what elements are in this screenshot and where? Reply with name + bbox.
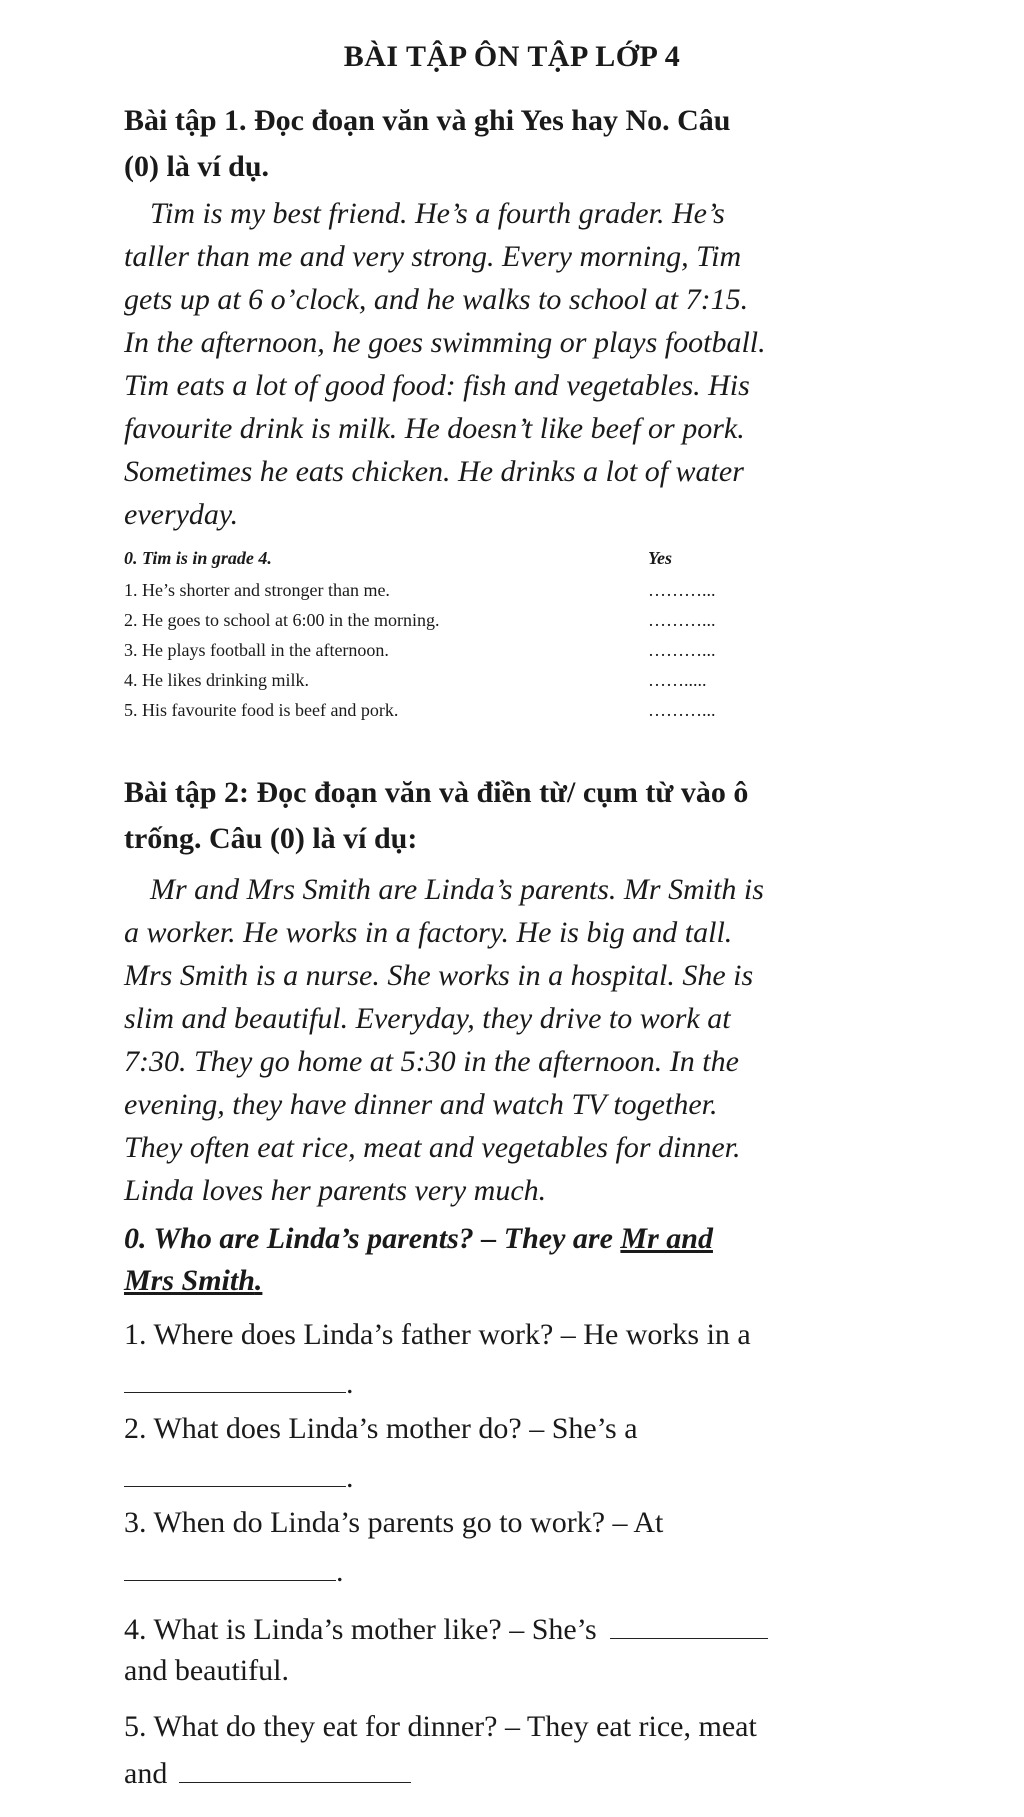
passage-line: favourite drink is milk. He doesn’t like beef or pork. [124,412,745,445]
answer-blank[interactable] [124,1554,336,1581]
question-1-answer [124,1366,354,1401]
answer-blank[interactable] [124,1460,346,1487]
question-5-cont [124,1756,411,1791]
sentence-end: . [346,1461,354,1494]
answer-blank[interactable] [179,1756,411,1783]
exercise1-passage [124,192,924,536]
question-1: 1. Where does Linda’s father work? – He works in a [124,1318,751,1351]
question-3-answer [124,1554,344,1589]
example-answer-part2: Mrs Smith [124,1264,255,1297]
passage-line: evening, they have dinner and watch TV together. [124,1088,718,1121]
passage-line: Tim is my best friend. He’s a fourth grader. He’s [150,197,725,230]
answer-blank[interactable] [124,1366,346,1393]
passage-line: Mrs Smith is a nurse. She works in a hospital. She is [124,959,754,992]
statement-text: 2. He goes to school at 6:00 in the morning. [124,610,440,630]
question-4 [124,1612,768,1647]
passage-line: 7:30. They go home at 5:30 in the afternoon. In the [124,1045,739,1078]
example-question-cont [124,1264,262,1298]
question-4-text: 4. What is Linda’s mother like? – She’s [124,1613,597,1646]
statement-row [124,670,744,700]
example-question [124,1222,713,1256]
page-title: BÀI TẬP ÔN TẬP LỚP 4 [343,40,681,73]
question-2: 2. What does Linda’s mother do? – She’s a [124,1412,638,1445]
example-question-text: 0. Who are Linda’s parents? – They are [124,1222,621,1255]
sentence-end: . [346,1367,354,1400]
passage-line: gets up at 6 o’clock, and he walks to school at 7:15. [124,283,749,316]
statement-text: 4. He likes drinking milk. [124,670,309,690]
answer-blank[interactable]: ……..... [648,670,707,690]
answer-blank[interactable]: ………... [648,640,716,660]
question-5: 5. What do they eat for dinner? – They eat rice, meat [124,1710,757,1743]
passage-line: slim and beautiful. Everyday, they drive to work at [124,1002,731,1035]
question-3: 3. When do Linda’s parents go to work? – At [124,1506,664,1539]
answer-blank[interactable]: ………... [648,700,716,720]
exercise2-heading-line2: trống. Câu (0) là ví dụ: [124,822,418,855]
statement-text: 0. Tim is in grade 4. [124,548,272,568]
exercise2-heading-line1: Bài tập 2: Đọc đoạn văn và điền từ/ cụm từ vào ô [124,776,749,809]
statement-row [124,580,744,610]
statement-text: 3. He plays football in the afternoon. [124,640,389,660]
passage-line: everyday. [124,498,239,531]
example-answer-end: . [254,1264,263,1297]
statement-row [124,640,744,670]
question-4-cont: and beautiful. [124,1654,289,1687]
exercise2-heading [124,770,904,862]
passage-line: a worker. He works in a factory. He is big and tall. [124,916,733,949]
exercise1-heading [124,98,904,190]
statement-text: 5. His favourite food is beef and pork. [124,700,399,720]
question-5-cont-text: and [124,1757,168,1790]
passage-line: They often eat rice, meat and vegetables for dinner. [124,1131,741,1164]
statement-text: 1. He’s shorter and stronger than me. [124,580,390,600]
answer-blank[interactable]: ………... [648,580,716,600]
question-2-answer [124,1460,354,1495]
exercise1-heading-line1: Bài tập 1. Đọc đoạn văn và ghi Yes hay No. Câu [124,104,731,137]
statement-row [124,610,744,640]
answer-blank[interactable]: ………... [648,610,716,630]
example-answer-part1: Mr and [620,1222,713,1255]
exercise1-heading-line2: (0) là ví dụ. [124,150,270,183]
statement-row [124,700,744,730]
passage-line: Tim eats a lot of good food: fish and vegetables. His [124,369,750,402]
passage-line: In the afternoon, he goes swimming or plays football. [124,326,766,359]
exercise2-passage [124,868,924,1212]
passage-line: Mr and Mrs Smith are Linda’s parents. Mr Smith is [150,873,764,906]
statement-answer: Yes [648,548,672,568]
sentence-end: . [336,1555,344,1588]
passage-line: Sometimes he eats chicken. He drinks a lot of water [124,455,744,488]
example-statement [124,548,744,578]
passage-line: Linda loves her parents very much. [124,1174,547,1207]
passage-line: taller than me and very strong. Every morning, Tim [124,240,742,273]
answer-blank[interactable] [610,1612,768,1639]
